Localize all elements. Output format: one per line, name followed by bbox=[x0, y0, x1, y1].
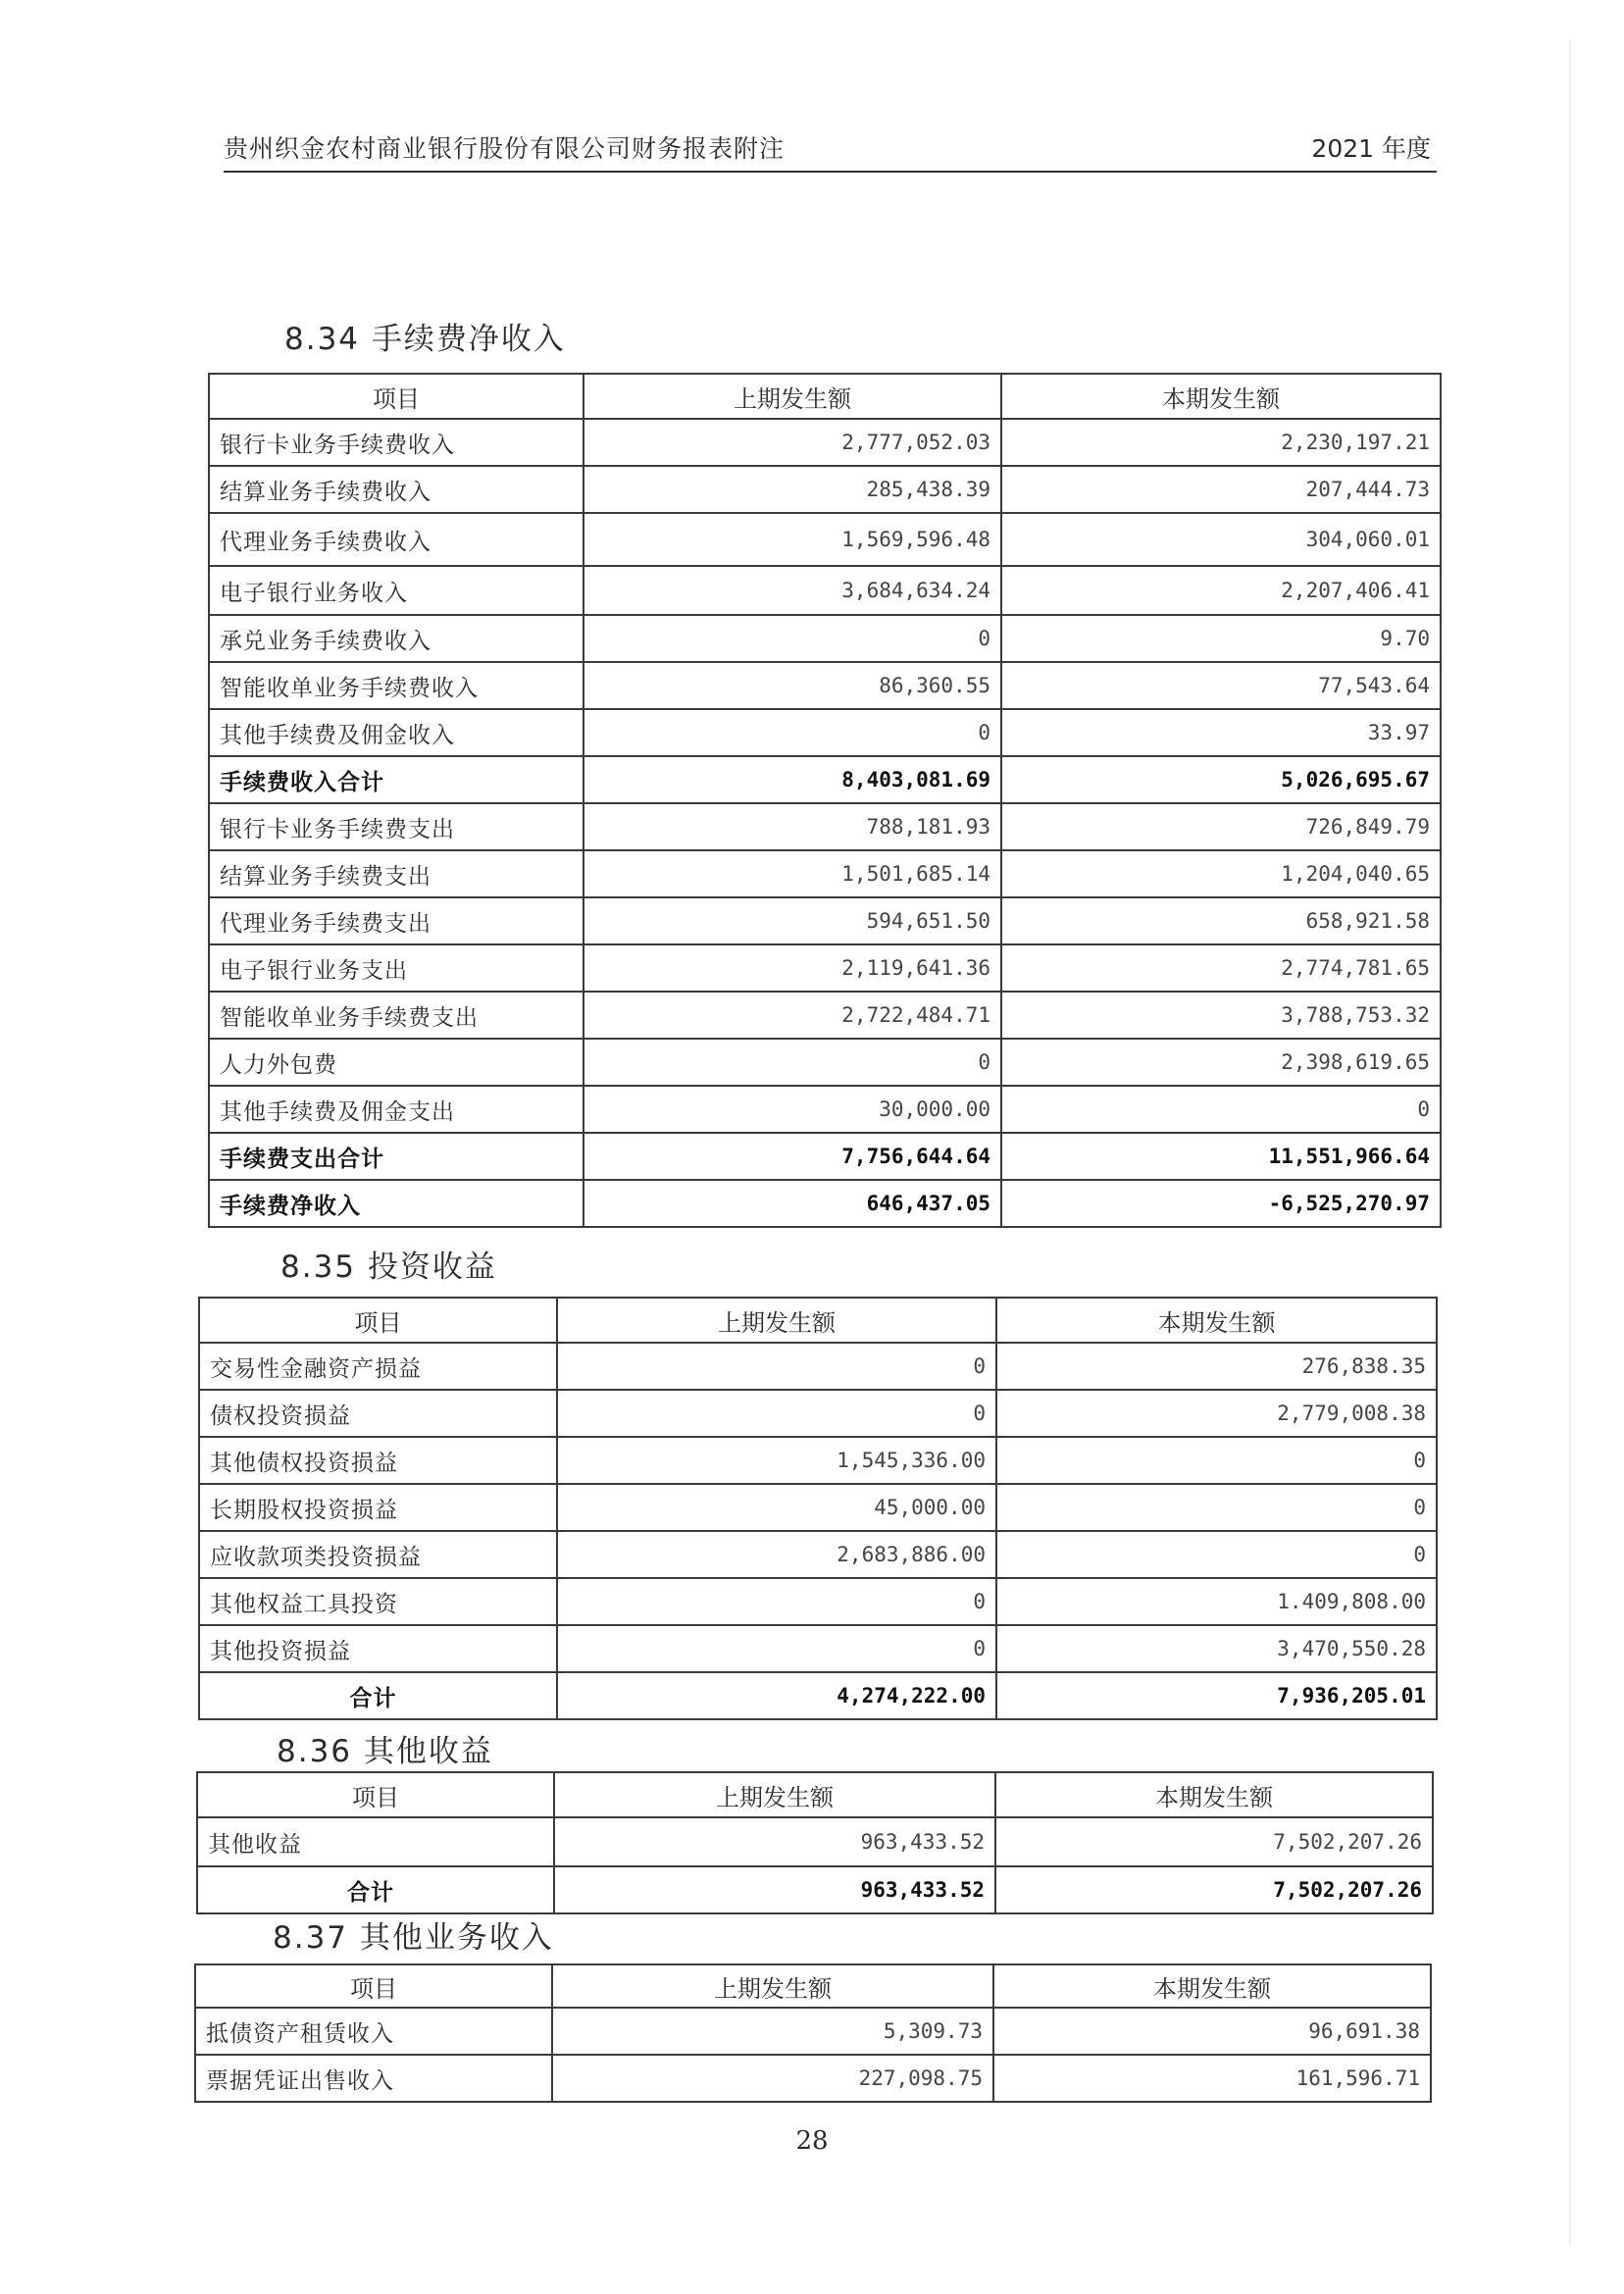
table-row bbox=[209, 1086, 1441, 1133]
prior-value: 86,360.55 bbox=[584, 662, 1001, 709]
prior-value: 285,438.39 bbox=[584, 466, 1001, 513]
row-label: 其他手续费及佣金收入 bbox=[209, 709, 584, 756]
column-header-prior: 上期发生额 bbox=[552, 1964, 993, 2008]
table-row bbox=[199, 1484, 1437, 1531]
current-value: 9.70 bbox=[1001, 615, 1441, 662]
current-value: 304,060.01 bbox=[1001, 513, 1441, 566]
page-number: 28 bbox=[795, 2126, 829, 2156]
column-header-prior: 上期发生额 bbox=[584, 374, 1001, 419]
section-title-8-35: 8.35 投资收益 bbox=[280, 1249, 497, 1285]
table-row bbox=[197, 1817, 1433, 1866]
row-label: 电子银行业务支出 bbox=[209, 944, 584, 992]
current-value: 0 bbox=[996, 1484, 1437, 1531]
column-header-item: 项目 bbox=[199, 1298, 557, 1343]
current-value: 276,838.35 bbox=[996, 1343, 1437, 1390]
investment-income-table bbox=[198, 1297, 1438, 1720]
row-label: 银行卡业务手续费收入 bbox=[209, 419, 584, 466]
prior-value: 1,545,336.00 bbox=[557, 1437, 996, 1484]
table-row bbox=[209, 513, 1441, 566]
current-value: 5,026,695.67 bbox=[1001, 756, 1441, 803]
current-value: 207,444.73 bbox=[1001, 466, 1441, 513]
current-value: -6,525,270.97 bbox=[1001, 1180, 1441, 1227]
current-value: 0 bbox=[996, 1531, 1437, 1578]
row-label: 代理业务手续费支出 bbox=[209, 897, 584, 944]
current-value: 77,543.64 bbox=[1001, 662, 1441, 709]
current-value: 658,921.58 bbox=[1001, 897, 1441, 944]
row-label: 其他权益工具投资 bbox=[199, 1578, 557, 1625]
current-value: 726,849.79 bbox=[1001, 803, 1441, 850]
prior-value: 0 bbox=[584, 615, 1001, 662]
table-row bbox=[209, 944, 1441, 992]
prior-value: 0 bbox=[584, 709, 1001, 756]
current-value: 0 bbox=[1001, 1086, 1441, 1133]
current-value: 2,779,008.38 bbox=[996, 1390, 1437, 1437]
row-label: 票据凭证出售收入 bbox=[195, 2055, 552, 2102]
prior-value: 1,501,685.14 bbox=[584, 850, 1001, 897]
prior-value: 227,098.75 bbox=[552, 2055, 993, 2102]
prior-value: 8,403,081.69 bbox=[584, 756, 1001, 803]
prior-value: 3,684,634.24 bbox=[584, 566, 1001, 615]
current-value: 33.97 bbox=[1001, 709, 1441, 756]
table-row bbox=[209, 850, 1441, 897]
row-label: 其他收益 bbox=[197, 1817, 554, 1866]
prior-value: 0 bbox=[557, 1390, 996, 1437]
row-label: 承兑业务手续费收入 bbox=[209, 615, 584, 662]
table-row bbox=[199, 1390, 1437, 1437]
column-header-current: 本期发生额 bbox=[993, 1964, 1431, 2008]
row-label: 人力外包费 bbox=[209, 1039, 584, 1086]
table-row bbox=[209, 992, 1441, 1039]
current-value: 2,230,197.21 bbox=[1001, 419, 1441, 466]
row-label: 应收款项类投资损益 bbox=[199, 1531, 557, 1578]
row-label: 手续费支出合计 bbox=[209, 1133, 584, 1180]
table-row bbox=[199, 1437, 1437, 1484]
header-company-name: 贵州织金农村商业银行股份有限公司财务报表附注 bbox=[224, 134, 786, 163]
table-row bbox=[195, 2055, 1431, 2102]
table-header-row bbox=[199, 1298, 1437, 1343]
scan-edge-line bbox=[1569, 39, 1571, 2246]
table-row bbox=[199, 1343, 1437, 1390]
row-label: 代理业务手续费收入 bbox=[209, 513, 584, 566]
current-value: 1.409,808.00 bbox=[996, 1578, 1437, 1625]
table-row bbox=[209, 566, 1441, 615]
current-value: 2,398,619.65 bbox=[1001, 1039, 1441, 1086]
prior-value: 646,437.05 bbox=[584, 1180, 1001, 1227]
column-header-item: 项目 bbox=[197, 1772, 554, 1817]
row-label: 智能收单业务手续费收入 bbox=[209, 662, 584, 709]
prior-value: 0 bbox=[557, 1343, 996, 1390]
section-title-8-37: 8.37 其他业务收入 bbox=[273, 1920, 554, 1956]
prior-value: 2,119,641.36 bbox=[584, 944, 1001, 992]
current-value: 96,691.38 bbox=[993, 2008, 1431, 2055]
current-value: 2,207,406.41 bbox=[1001, 566, 1441, 615]
row-label: 结算业务手续费收入 bbox=[209, 466, 584, 513]
table-row bbox=[209, 1039, 1441, 1086]
table-header-row bbox=[195, 1964, 1431, 2008]
section-title-8-34: 8.34 手续费净收入 bbox=[284, 322, 566, 357]
total-row bbox=[209, 1180, 1441, 1227]
other-income-table bbox=[196, 1771, 1434, 1914]
prior-value: 2,722,484.71 bbox=[584, 992, 1001, 1039]
row-label: 智能收单业务手续费支出 bbox=[209, 992, 584, 1039]
table-row bbox=[209, 709, 1441, 756]
row-label: 长期股权投资损益 bbox=[199, 1484, 557, 1531]
table-row bbox=[209, 897, 1441, 944]
table-row bbox=[209, 615, 1441, 662]
prior-value: 0 bbox=[557, 1578, 996, 1625]
header-report-year: 2021 年度 bbox=[1311, 134, 1431, 163]
prior-value: 2,777,052.03 bbox=[584, 419, 1001, 466]
prior-value: 5,309.73 bbox=[552, 2008, 993, 2055]
current-value: 161,596.71 bbox=[993, 2055, 1431, 2102]
current-value: 7,936,205.01 bbox=[996, 1672, 1437, 1719]
current-value: 0 bbox=[996, 1437, 1437, 1484]
current-value: 2,774,781.65 bbox=[1001, 944, 1441, 992]
row-label: 抵债资产租赁收入 bbox=[195, 2008, 552, 2055]
subtotal-row bbox=[209, 756, 1441, 803]
prior-value: 788,181.93 bbox=[584, 803, 1001, 850]
column-header-current: 本期发生额 bbox=[996, 1298, 1437, 1343]
current-value: 7,502,207.26 bbox=[995, 1817, 1433, 1866]
row-label: 电子银行业务收入 bbox=[209, 566, 584, 615]
column-header-prior: 上期发生额 bbox=[557, 1298, 996, 1343]
table-row bbox=[209, 803, 1441, 850]
row-label: 其他债权投资损益 bbox=[199, 1437, 557, 1484]
column-header-current: 本期发生额 bbox=[1001, 374, 1441, 419]
row-label: 手续费收入合计 bbox=[209, 756, 584, 803]
row-label: 交易性金融资产损益 bbox=[199, 1343, 557, 1390]
current-value: 1,204,040.65 bbox=[1001, 850, 1441, 897]
prior-value: 963,433.52 bbox=[554, 1817, 995, 1866]
table-row bbox=[199, 1625, 1437, 1672]
total-row bbox=[199, 1672, 1437, 1719]
prior-value: 2,683,886.00 bbox=[557, 1531, 996, 1578]
row-label: 债权投资损益 bbox=[199, 1390, 557, 1437]
current-value: 3,788,753.32 bbox=[1001, 992, 1441, 1039]
prior-value: 963,433.52 bbox=[554, 1866, 995, 1913]
total-row bbox=[197, 1866, 1433, 1913]
table-row bbox=[199, 1531, 1437, 1578]
table-header-row bbox=[197, 1772, 1433, 1817]
row-label: 合计 bbox=[199, 1672, 557, 1719]
table-row bbox=[209, 419, 1441, 466]
current-value: 3,470,550.28 bbox=[996, 1625, 1437, 1672]
prior-value: 4,274,222.00 bbox=[557, 1672, 996, 1719]
prior-value: 594,651.50 bbox=[584, 897, 1001, 944]
table-row bbox=[209, 662, 1441, 709]
subtotal-row bbox=[209, 1133, 1441, 1180]
row-label: 合计 bbox=[197, 1866, 554, 1913]
row-label: 结算业务手续费支出 bbox=[209, 850, 584, 897]
section-title-8-36: 8.36 其他收益 bbox=[277, 1734, 493, 1769]
current-value: 11,551,966.64 bbox=[1001, 1133, 1441, 1180]
prior-value: 7,756,644.64 bbox=[584, 1133, 1001, 1180]
page-header bbox=[224, 126, 1437, 173]
row-label: 其他投资损益 bbox=[199, 1625, 557, 1672]
column-header-prior: 上期发生额 bbox=[554, 1772, 995, 1817]
table-row bbox=[195, 2008, 1431, 2055]
prior-value: 0 bbox=[584, 1039, 1001, 1086]
table-row bbox=[209, 466, 1441, 513]
column-header-item: 项目 bbox=[209, 374, 584, 419]
prior-value: 45,000.00 bbox=[557, 1484, 996, 1531]
table-row bbox=[199, 1578, 1437, 1625]
row-label: 银行卡业务手续费支出 bbox=[209, 803, 584, 850]
fee-income-table bbox=[208, 373, 1442, 1228]
prior-value: 30,000.00 bbox=[584, 1086, 1001, 1133]
column-header-current: 本期发生额 bbox=[995, 1772, 1433, 1817]
other-business-income-table bbox=[194, 1963, 1432, 2103]
column-header-item: 项目 bbox=[195, 1964, 552, 2008]
prior-value: 1,569,596.48 bbox=[584, 513, 1001, 566]
prior-value: 0 bbox=[557, 1625, 996, 1672]
current-value: 7,502,207.26 bbox=[995, 1866, 1433, 1913]
row-label: 其他手续费及佣金支出 bbox=[209, 1086, 584, 1133]
row-label: 手续费净收入 bbox=[209, 1180, 584, 1227]
table-header-row bbox=[209, 374, 1441, 419]
